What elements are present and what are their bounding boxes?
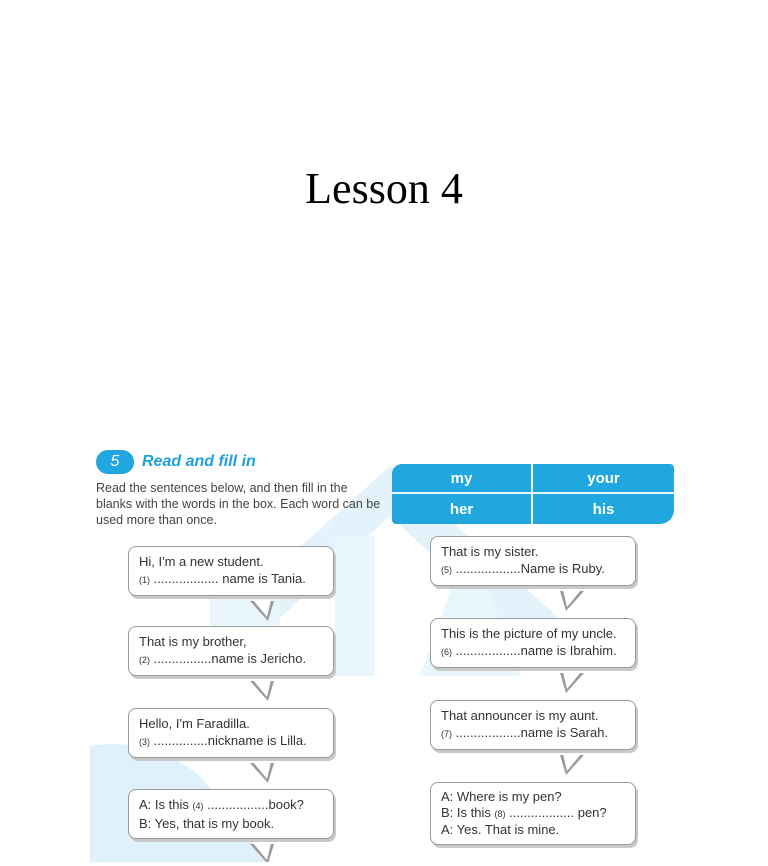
exercise-instructions: Read the sentences below, and then fill in the blanks with the words in the box. Each word can be used more than once. (96, 481, 381, 527)
word-box (392, 464, 674, 524)
bubble-2-line2: ................name is Jericho. (150, 651, 307, 666)
bubble-7-tail (560, 755, 584, 775)
speech-bubble-2 (128, 626, 334, 676)
blank-number-4: (4) (192, 801, 204, 811)
bubble-2-line1: That is my brother, (139, 634, 247, 649)
bubble-4-line1: A: Is this (139, 797, 189, 812)
speech-bubble-3 (128, 708, 334, 758)
bubble-1-line1: Hi, I'm a new student. (139, 554, 264, 569)
bubble-1-tail (250, 601, 274, 621)
bubble-4-line2: B: Yes, that is my book. (139, 816, 275, 831)
bubble-2-tail (250, 681, 274, 701)
bubble-6-line1: This is the picture of my uncle. (441, 626, 617, 641)
speech-bubble-7 (430, 700, 636, 750)
speech-bubble-4 (128, 789, 334, 839)
word-your: your (533, 464, 674, 494)
bubble-8-line3: A: Yes. That is mine. (441, 822, 560, 837)
bubble-5-tail (560, 591, 584, 611)
bubble-4-line1-end: .................book? (203, 797, 304, 812)
bubble-5-line1: That is my sister. (441, 544, 539, 559)
exercise-header (96, 450, 256, 474)
blank-number-1: (1) (139, 575, 150, 585)
word-my: my (392, 464, 533, 494)
blank-number-3: (3) (139, 737, 150, 747)
word-her: her (392, 494, 533, 524)
bubble-1-line2: .................. name is Tania. (150, 571, 306, 586)
bubble-4-tail (250, 844, 274, 862)
bubble-8-line2: .................. pen? (505, 805, 607, 820)
bubble-7-line1: That announcer is my aunt. (441, 708, 599, 723)
word-his: his (592, 500, 615, 518)
bubble-6-tail (560, 673, 584, 693)
bubble-3-line1: Hello, I'm Faradilla. (139, 716, 250, 731)
bubble-3-line2: ...............nickname is Lilla. (150, 733, 307, 748)
exercise-panel (90, 446, 686, 862)
blank-number-2: (2) (139, 655, 150, 665)
speech-bubble-6 (430, 618, 636, 668)
bubble-5-line2: ..................Name is Ruby. (452, 561, 605, 576)
speech-bubble-1 (128, 546, 334, 596)
blank-number-8: (8) (494, 809, 506, 819)
blank-number-7: (7) (441, 729, 452, 739)
blank-number-5: (5) (441, 565, 452, 575)
speech-bubble-8 (430, 782, 636, 845)
blank-number-6: (6) (441, 647, 452, 657)
exercise-number-badge: 5 (96, 450, 134, 474)
exercise-title: Read and fill in (142, 453, 256, 470)
lesson-title: Lesson 4 (305, 164, 463, 213)
bubble-8-line2-pre: B: Is this (441, 805, 491, 820)
speech-bubble-5 (430, 536, 636, 586)
bubble-3-tail (250, 763, 274, 783)
bubble-7-line2: ..................name is Sarah. (452, 725, 609, 740)
bubble-8-line1: A: Where is my pen? (441, 789, 562, 804)
bubble-6-line2: ..................name is Ibrahim. (452, 643, 617, 658)
